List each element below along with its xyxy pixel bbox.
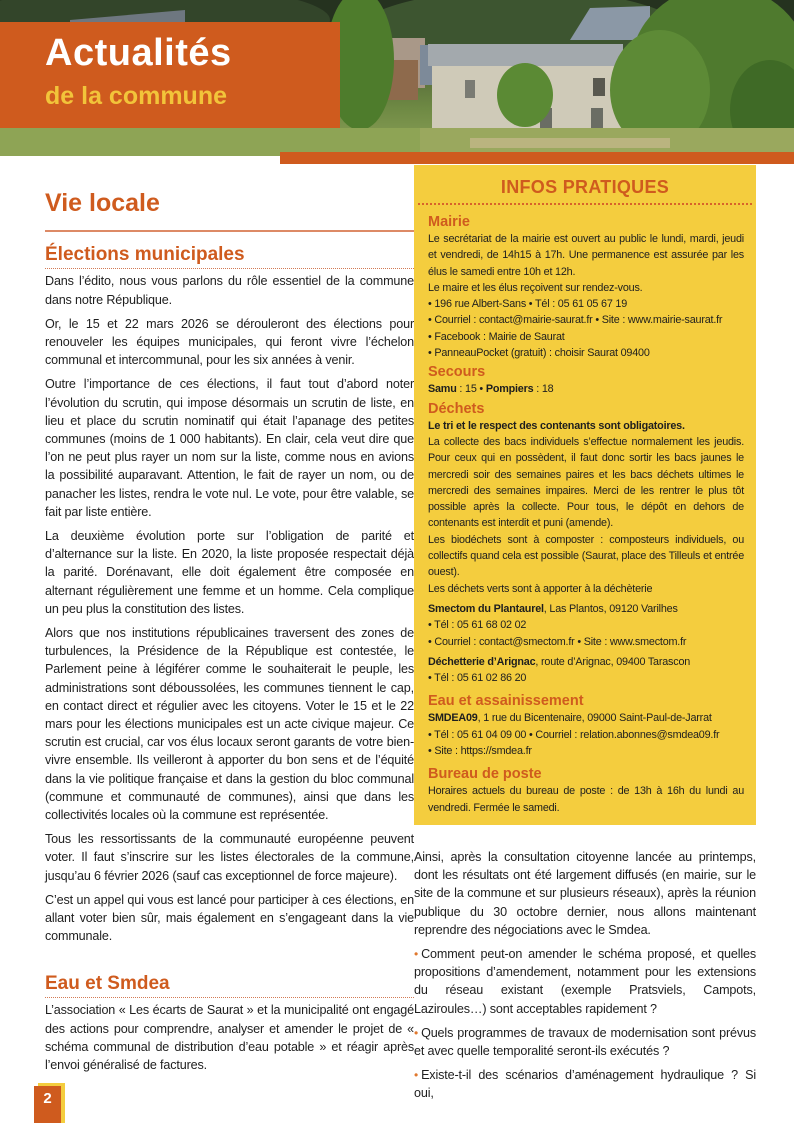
smectom-name: Smectom du Plantaurel bbox=[428, 602, 544, 615]
samu-number: : 15 • bbox=[456, 383, 486, 396]
infos-pratiques-title: INFOS PRATIQUES bbox=[500, 177, 670, 197]
smectom-phone: • Tél : 05 61 68 02 02 bbox=[428, 619, 527, 632]
smectom-addr-text: , Las Plantos, 09120 Varilhes bbox=[543, 602, 678, 615]
bullet-dot-icon: • bbox=[414, 1068, 419, 1083]
smdea-name: SMDEA09 bbox=[428, 712, 478, 725]
eau-intro-paragraph: Ainsi, après la consultation citoyenne lancée au printemps, dont les résultats ont été largement diffusés (en mairie, sur le site de la commune et sur plusieurs réseaux), après la réunion publique du 30 octobre dernier, nous allons maintenant reprendre des négociations avec le Smdea. bbox=[414, 850, 756, 937]
smdea-address bbox=[428, 710, 744, 726]
section-title-vie-locale: Vie locale bbox=[45, 189, 160, 217]
page-number: 2 bbox=[34, 1086, 61, 1123]
heading-elections-municipales: Élections municipales bbox=[45, 245, 414, 270]
smdea-site-link[interactable]: • Site : https://smdea.fr bbox=[428, 745, 532, 758]
heading-dechets: Déchets bbox=[428, 400, 485, 417]
section-title-underline bbox=[45, 230, 415, 232]
page-subtitle: de la commune bbox=[45, 82, 227, 110]
bullet-dot-icon: • bbox=[414, 947, 419, 962]
elections-paragraph: Alors que nos institutions républicaines traversent des zones de turbulences, la Présidence de la République est contestée, le Parlement peine à légiférer comme le souhaiterait le peuple, les administrations sont déboussolées, les communes tiennent le cap, en contact direct et régulier avec les citoyens. Voter le 15 et le 22 mars pour les élections municipales est un acte civique majeur. Ce scrutin est crucial, car vos élus locaux seront garants de votre bien-vivre ensemble. Ils veilleront à apporter du bon sens et de l’équité dans la vie politique française et dans la gestion du bloc communal (commune et communauté de communes), ainsi que dans les collectivités locales où la commune est représentée. bbox=[45, 626, 414, 823]
decheterie-addr-text: , route d’Arignac, 09400 Tarascon bbox=[535, 655, 691, 668]
question-bullet bbox=[414, 1024, 756, 1060]
dechets-verts: Les déchets verts sont à apporter à la déchèterie bbox=[428, 582, 653, 595]
mairie-facebook: • Facebook : Mairie de Saurat bbox=[428, 330, 565, 343]
infos-pratiques-box bbox=[414, 165, 756, 825]
heading-mairie: Mairie bbox=[428, 214, 470, 230]
mairie-email-site-link[interactable]: • Courriel : contact@mairie-saurat.fr • Site : www.mairie-saurat.fr bbox=[428, 314, 723, 327]
question-text: Existe-t-il des scénarios d’aménagement hydraulique ? Si oui, bbox=[414, 1068, 756, 1101]
heading-secours: Secours bbox=[428, 364, 486, 381]
dechets-collecte: La collecte des bacs individuels s’effectue normalement les jeudis. Pour ceux qui en possèdent, il faut donc sortir les bacs jaunes le mercredi soir des semaines paires et les bacs déchets ultimes le mercredi des semaines impaires. Merci de les rentrer le plus tôt possible après la collecte. Pour tous, le dépôt en dehors de contenants est interdit et puni (amende). bbox=[428, 435, 744, 530]
heading-eau-assainissement: Eau et assainissement bbox=[428, 693, 584, 710]
samu-label: Samu bbox=[428, 383, 457, 396]
infos-body bbox=[428, 211, 744, 816]
eau-paragraph: L’association « Les écarts de Saurat » et la municipalité ont engagé des actions pour comprendre, analyser et amender le projet de « schéma communal de distribution d’eau potable » et réagir après l’envoi généralisé de factures. bbox=[45, 1003, 414, 1072]
decheterie-address bbox=[428, 654, 744, 670]
elections-paragraph: Dans l’édito, nous vous parlons du rôle essentiel de la commune dans notre République. bbox=[45, 274, 414, 307]
mairie-appointment: Le maire et les élus reçoivent sur rendez-vous. bbox=[428, 281, 643, 294]
elections-paragraph: Or, le 15 et 22 mars 2026 se dérouleront des élections pour renouveler les équipes municipales, qui feront vivre l’échelon communal et intercommunal, pour les six années à venir. bbox=[45, 316, 414, 368]
dechets-rule bbox=[428, 418, 744, 434]
smectom-address bbox=[428, 601, 744, 617]
question-text: Comment peut-on amender le schéma proposé, et quelles propositions d’amendement, notamment pour les extensions du réseau existant (exemple Pratsviels, Campots, Laziroules…) sont acceptables rapidement ? bbox=[414, 947, 756, 1016]
heading-bureau-de-poste: Bureau de poste bbox=[428, 766, 542, 783]
decheterie-name: Déchetterie d’Arignac bbox=[428, 655, 536, 668]
pompiers-label: Pompiers bbox=[485, 383, 534, 396]
infos-dotted-divider bbox=[418, 203, 752, 205]
poste-hours: Horaires actuels du bureau de poste : de 13h à 16h du lundi au vendredi. Fermée le samedi. bbox=[428, 785, 744, 814]
page-title: Actualités bbox=[45, 32, 232, 74]
dechets-biodechets: Les biodéchets sont à composter : composteurs individuels, ou collectifs quand cela est possible (Saurat, place des Tilleuls et entrée ouest). bbox=[428, 533, 744, 579]
left-column bbox=[45, 190, 414, 1080]
header-photo bbox=[0, 0, 794, 156]
decheterie-phone: • Tél : 05 61 02 86 20 bbox=[428, 672, 527, 685]
question-text: Quels programmes de travaux de modernisation sont prévus et avec quelle temporalité seront-ils exécutés ? bbox=[414, 1025, 756, 1059]
question-bullet bbox=[414, 945, 756, 1018]
header-accent-strip bbox=[280, 152, 794, 164]
smdea-addr-text: , 1 rue du Bicentenaire, 09000 Saint-Paul-de-Jarrat bbox=[477, 712, 712, 725]
bullet-dot-icon: • bbox=[414, 1025, 419, 1040]
elections-paragraph: La deuxième évolution porte sur l’obligation de parité et d’alternance sur la liste. En 2020, la liste proposée respectait déjà la parité. Dorénavant, elle doit également être composée en alternant régulièrement une femme et un homme. Cela complique un peu plus la constitution des listes. bbox=[45, 529, 414, 616]
mairie-hours: Le secrétariat de la mairie est ouvert au public le lundi, mardi, jeudi et vendredi, de 14h15 à 17h. Une permanence est assurée par les élus le samedi entre 10h et 12h. bbox=[428, 233, 744, 278]
right-column-continuation bbox=[414, 848, 756, 1109]
mairie-address-phone: • 196 rue Albert-Sans • Tél : 05 61 05 67 19 bbox=[428, 298, 628, 311]
dechets-rule-text: Le tri et le respect des contenants sont obligatoires. bbox=[428, 419, 685, 432]
pompiers-number: : 18 bbox=[533, 383, 554, 396]
elections-paragraph: Outre l’importance de ces élections, il faut tout d’abord noter l’évolution du scrutin, qui impose désormais un scrutin de liste, en lieu et place du scrutin nominatif qui était l’apanage des petites communes (moins de 1 000 habitants). En clair, cela veut dire que l’on ne peut plus rayer un nom sur la liste, comme nous en avions la possibilité auparavant. Attention, le fait de rayer un nom, ou de panacher les listes, rendra le vote nul. Le vote, pour être valable, se fait par liste entière. bbox=[45, 377, 414, 519]
smectom-email-site-link[interactable]: • Courriel : contact@smectom.fr • Site : www.smectom.fr bbox=[428, 635, 687, 648]
heading-eau-et-smdea: Eau et Smdea bbox=[45, 974, 414, 999]
elections-paragraph: Tous les ressortissants de la communauté européenne peuvent voter. Il faut s’inscrire sur les listes électorales de la commune, jusqu’au 6 février 2026 (sauf cas exceptionnel de force majeure). bbox=[45, 832, 414, 883]
secours-numbers bbox=[428, 381, 744, 397]
question-bullet bbox=[414, 1066, 756, 1102]
smdea-phone-email-link[interactable]: • Tél : 05 61 04 09 00 • Courriel : relation.abonnes@smdea09.fr bbox=[428, 728, 720, 741]
elections-paragraph: C’est un appel qui vous est lancé pour participer à ces élections, en allant voter bien sûr, mais également en s’engageant dans la vie communale. bbox=[45, 892, 414, 944]
mairie-panneaupocket: • PanneauPocket (gratuit) : choisir Saurat 09400 bbox=[428, 347, 650, 360]
